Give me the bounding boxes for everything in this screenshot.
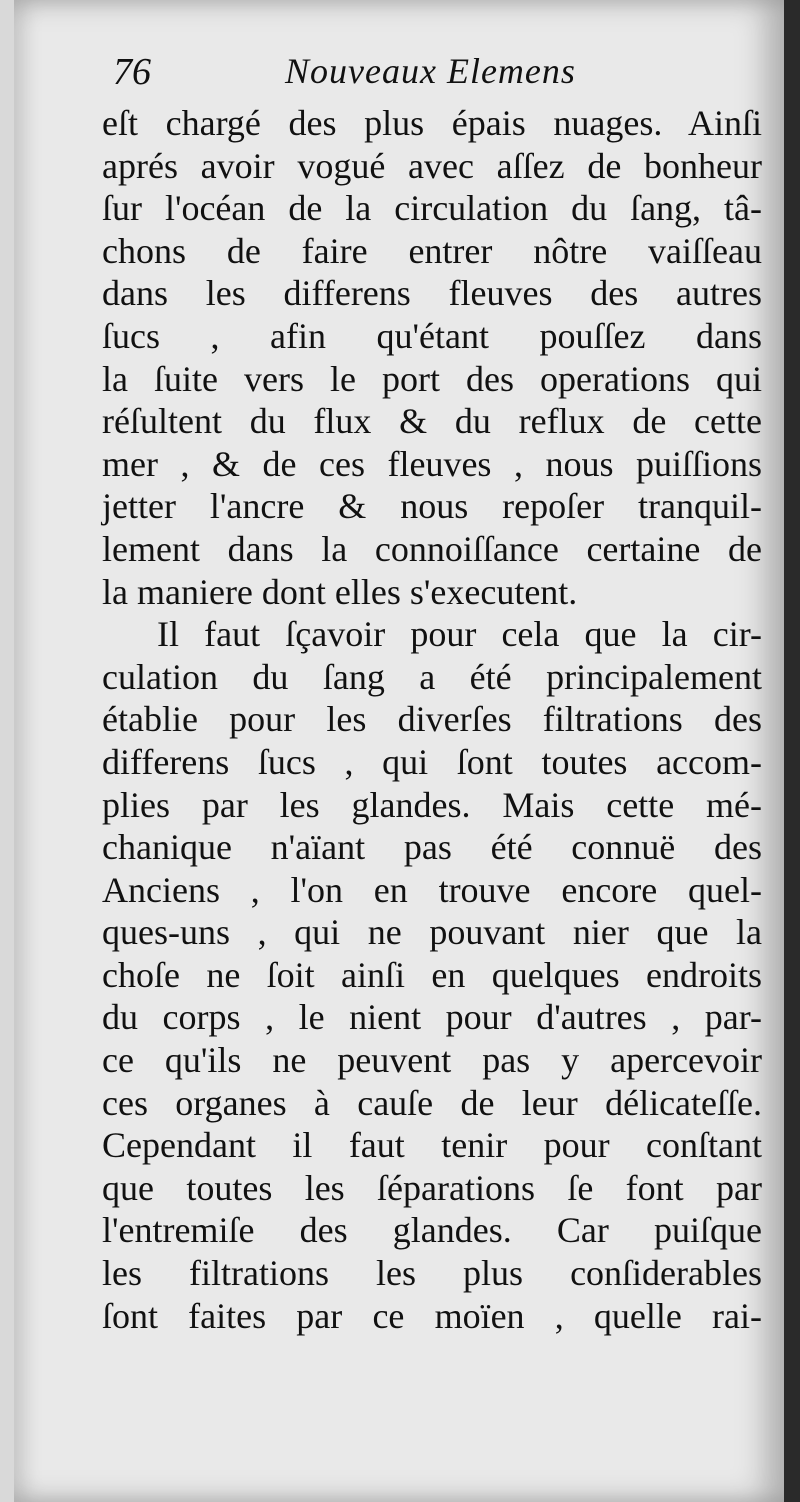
text-line: dans les differens fleuves des autres (102, 273, 762, 314)
text-line: ſur l'océan de la circulation du ſang, tâ- (102, 188, 762, 229)
text-line: ques-uns , qui ne pouvant nier que la (102, 912, 762, 953)
text-line: plies par les glandes. Mais cette mé- (102, 784, 762, 825)
text-line: ſucs , afin qu'étant pouſſez dans (102, 315, 762, 356)
text-line: lement dans la connoiſſance certaine de (102, 528, 762, 569)
running-title: Nouveaux Elemens (285, 51, 576, 91)
text-line: Cependant il faut tenir pour conſtant (102, 1125, 762, 1166)
text-line: l'entremiſe des glandes. Car puiſque (102, 1210, 762, 1251)
text-line: aprés avoir vogué avec aſſez de bonheur (102, 145, 762, 186)
text-line: jetter l'ancre & nous repoſer tranquil- (102, 486, 762, 527)
body-text (102, 102, 762, 1337)
text-line: ce qu'ils ne peuvent pas y apercevoir (102, 1040, 762, 1081)
text-line: ſont faites par ce moïen , quelle rai- (102, 1295, 762, 1336)
text-line: la maniere dont elles s'executent. (102, 571, 578, 612)
page-number: 76 (113, 51, 151, 93)
page-header (105, 50, 755, 102)
text-line: choſe ne ſoit ainſi en quelques endroits (102, 954, 762, 995)
text-line: mer , & de ces fleuves , nous puiſſions (102, 443, 762, 484)
text-line: eſt chargé des plus épais nuages. Ainſi (102, 103, 762, 143)
text-line: chons de faire entrer nôtre vaiſſeau (102, 230, 762, 271)
text-line: que toutes les ſéparations ſe font par (102, 1167, 762, 1208)
text-line: Anciens , l'on en trouve encore quel- (102, 869, 762, 910)
text-line: établie pour les diverſes filtrations des (102, 699, 762, 740)
page-edge-shadow (784, 0, 800, 1502)
text-line: réſultent du flux & du reflux de cette (102, 401, 762, 442)
text-line: la ſuite vers le port des operations qui (102, 358, 762, 399)
text-line: chanique n'aïant pas été connuë des (102, 827, 762, 868)
text-line: ces organes à cauſe de leur délicateſſe. (102, 1082, 762, 1123)
text-line: differens ſucs , qui ſont toutes accom- (102, 741, 762, 782)
text-line: les filtrations les plus conſiderables (102, 1253, 762, 1294)
text-line: culation du ſang a été principalement (102, 656, 762, 697)
paragraph-start-line: Il faut ſçavoir pour cela que la cir- (157, 614, 762, 655)
text-line: du corps , le nient pour d'autres , par- (102, 997, 762, 1038)
